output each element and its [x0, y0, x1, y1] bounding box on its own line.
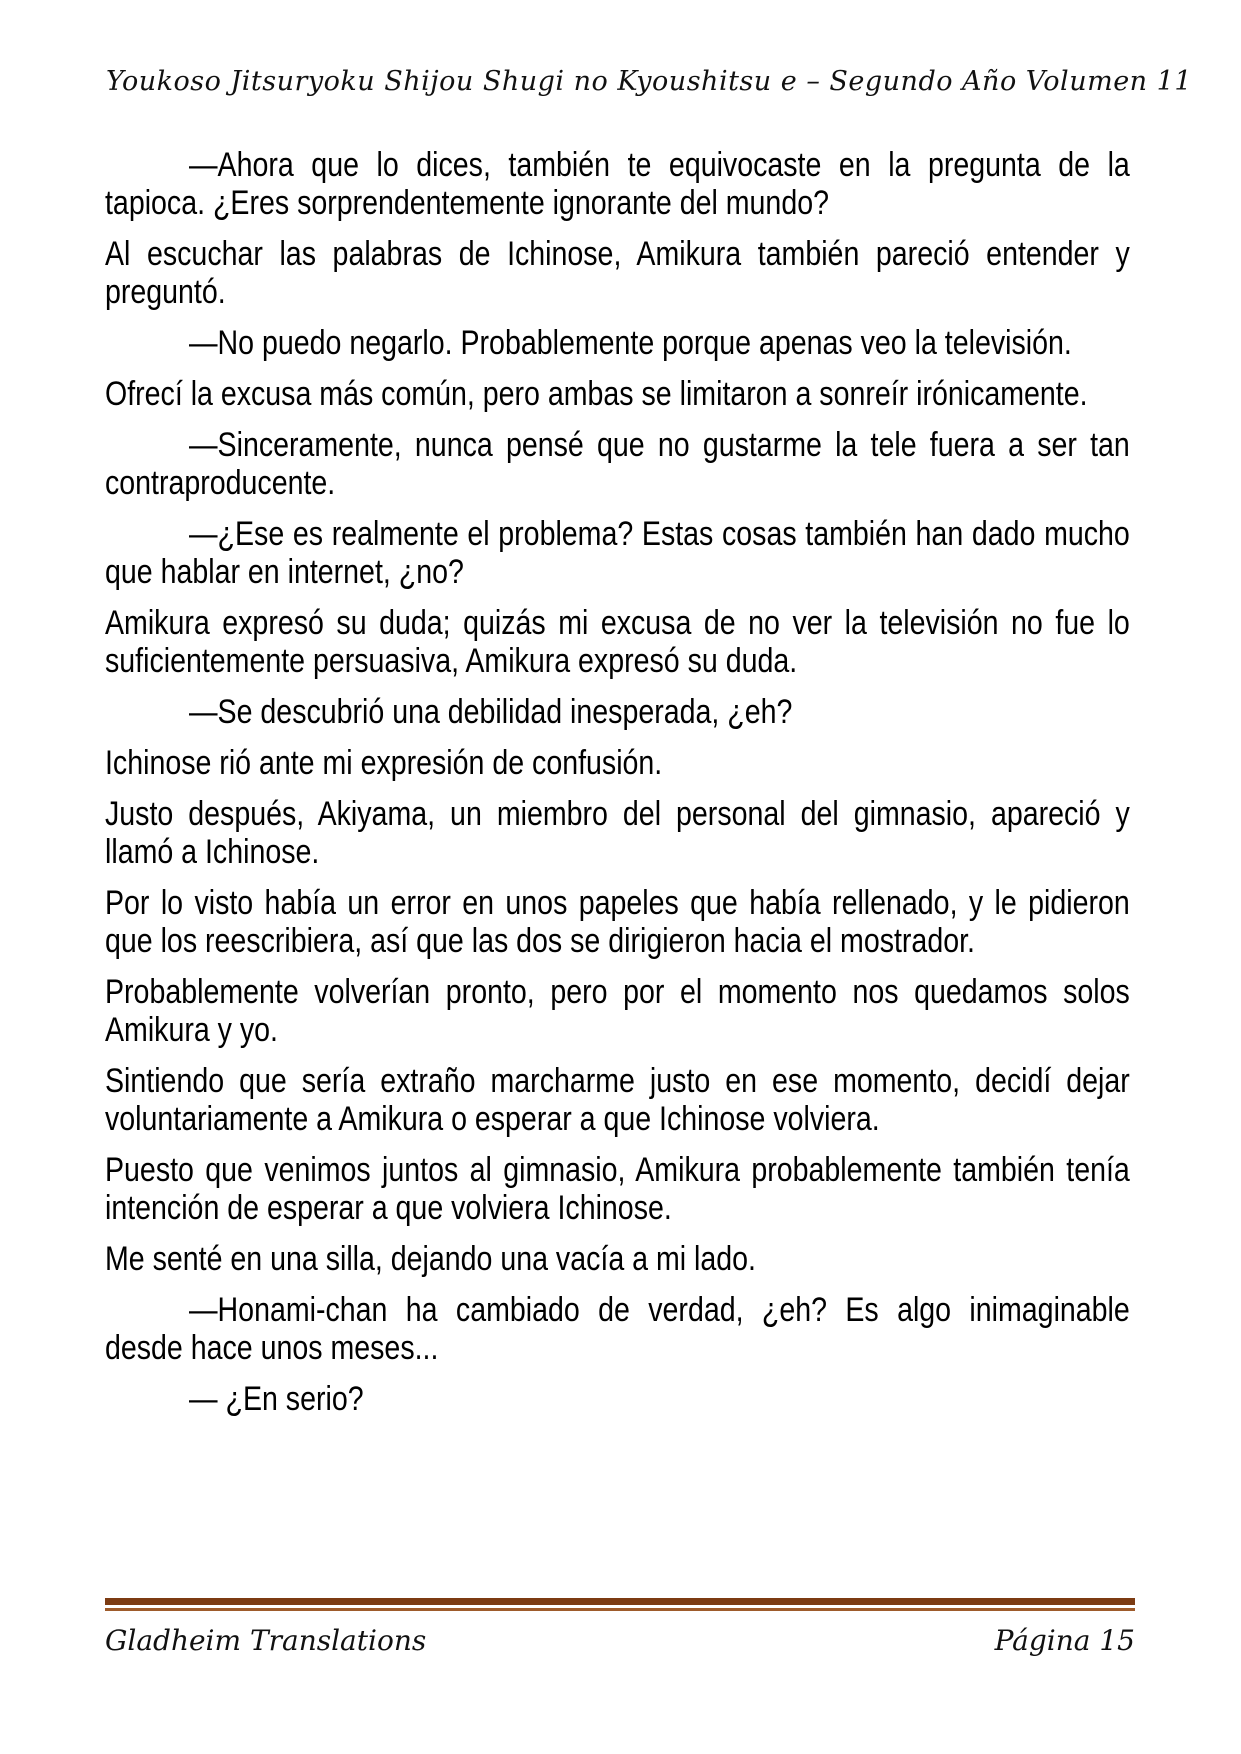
paragraph-narration: Sintiendo que sería extraño marcharme justo en ese momento, decidí dejar voluntariamente a Amikura o esperar a que Ichinose volviera. — [105, 1062, 1130, 1138]
paragraph-narration: Probablemente volverían pronto, pero por el momento nos quedamos solos Amikura y yo. — [105, 973, 1130, 1049]
footer-text-row — [105, 1624, 1135, 1657]
paragraph-narration: Puesto que venimos juntos al gimnasio, Amikura probablemente también tenía intención de esperar a que volviera Ichinose. — [105, 1151, 1130, 1227]
body-text — [105, 146, 1130, 1431]
paragraph-dialogue: —No puedo negarlo. Probablemente porque apenas veo la televisión. — [189, 324, 1072, 362]
footer-rule-thick — [105, 1598, 1135, 1605]
paragraph-narration: Al escuchar las palabras de Ichinose, Amikura también pareció entender y preguntó. — [105, 235, 1130, 311]
paragraph-dialogue: —Se descubrió una debilidad inesperada, ¿eh? — [189, 693, 793, 731]
paragraph-dialogue: —Sinceramente, nunca pensé que no gustarme la tele fuera a ser tan contraproducente. — [105, 426, 1130, 502]
paragraph-narration: Ichinose rió ante mi expresión de confusión. — [105, 744, 663, 782]
paragraph-narration: Por lo visto había un error en unos papeles que había rellenado, y le pidieron que los reescribiera, así que las dos se dirigieron hacia el mostrador. — [105, 884, 1130, 960]
paragraph-narration: Ofrecí la excusa más común, pero ambas se limitaron a sonreír irónicamente. — [105, 375, 1088, 413]
page-header-title: Youkoso Jitsuryoku Shijou Shugi no Kyoushitsu e – Segundo Año Volumen 11 — [106, 66, 1192, 97]
paragraph-dialogue: —Honami-chan ha cambiado de verdad, ¿eh? Es algo inimaginable desde hace unos meses... — [105, 1291, 1130, 1367]
footer-page-number: Página 15 — [994, 1624, 1135, 1657]
footer-translator-name: Gladheim Translations — [105, 1624, 427, 1657]
paragraph-narration: Me senté en una silla, dejando una vacía a mi lado. — [105, 1240, 756, 1278]
paragraph-dialogue: —Ahora que lo dices, también te equivocaste en la pregunta de la tapioca. ¿Eres sorprendentemente ignorante del mundo? — [105, 146, 1130, 222]
paragraph-dialogue: —¿Ese es realmente el problema? Estas cosas también han dado mucho que hablar en internet, ¿no? — [105, 515, 1130, 591]
paragraph-narration: Amikura expresó su duda; quizás mi excusa de no ver la televisión no fue lo suficientemente persuasiva, Amikura expresó su duda. — [105, 604, 1130, 680]
footer-rule-thin — [105, 1608, 1135, 1611]
paragraph-dialogue: — ¿En serio? — [189, 1380, 364, 1418]
page-footer — [105, 1598, 1135, 1657]
paragraph-narration: Justo después, Akiyama, un miembro del personal del gimnasio, apareció y llamó a Ichinose. — [105, 795, 1130, 871]
